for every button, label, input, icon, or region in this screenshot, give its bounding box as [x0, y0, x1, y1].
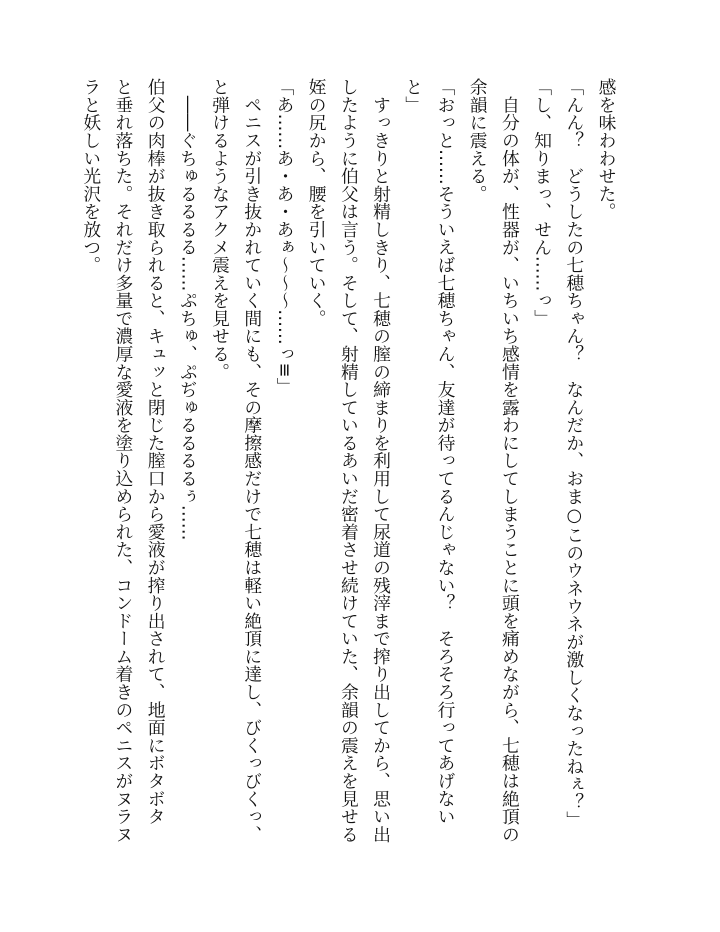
text-column: ラと妖しい光沢を放つ。 [80, 78, 102, 274]
text-column: 「あ……あ・あ・あぁ～～～……っ≡」 [273, 78, 295, 396]
text-column: ペニスが引き抜かれていく間にも、その摩擦感だけで七穂は軽い絶頂に達し、びくっびくっ、 [241, 78, 263, 843]
text-column: 「し、知りまっ、せん……っ」 [531, 78, 553, 328]
text-column: 自分の体が、性器が、いちいち感情を露わにしてしまうことに頭を痛めながら、七穂は絶頂の [499, 78, 521, 843]
text-column: 「んん？ どうしたの七穂ちゃん？ なんだか、おま○このウネウネが激しくなったねぇ？」 [563, 78, 585, 829]
text-column: と」 [402, 78, 424, 114]
vertical-text-page [75, 78, 622, 858]
text-column: 感を味わわせた。 [596, 78, 617, 221]
text-column: と弾けるようなアクメ震えを見せる。 [209, 78, 231, 381]
text-column: 姪の尻から、腰を引いていく。 [306, 78, 328, 328]
text-column: 伯父の肉棒が抜き取られると、キュッと閉じた膣口から愛液が搾り出されて、地面にボタボタ [145, 78, 167, 826]
text-column: と垂れ落ちた。それだけ多量で濃厚な愛液を塗り込められた、コンドーム着きのペニスがヌラヌ [112, 78, 134, 843]
text-column: ――ぐちゅるるるる……ぷちゅ、ぷぢゅるるるるぅ…… [177, 78, 199, 541]
text-column: 余韻に震える。 [467, 78, 489, 203]
text-column: 「おっと……そういえば七穂ちゃん、友達が待ってるんじゃない？ そろそろ行ってあげない [434, 78, 456, 826]
text-column: したように伯父は言う。そして、射精しているあいだ密着させ続けていた、余韻の震えを見せる [338, 78, 360, 843]
text-column: すっきりと射精しきり、七穂の膣の締まりを利用して尿道の残滓まで搾り出してから、思い出 [370, 78, 392, 843]
